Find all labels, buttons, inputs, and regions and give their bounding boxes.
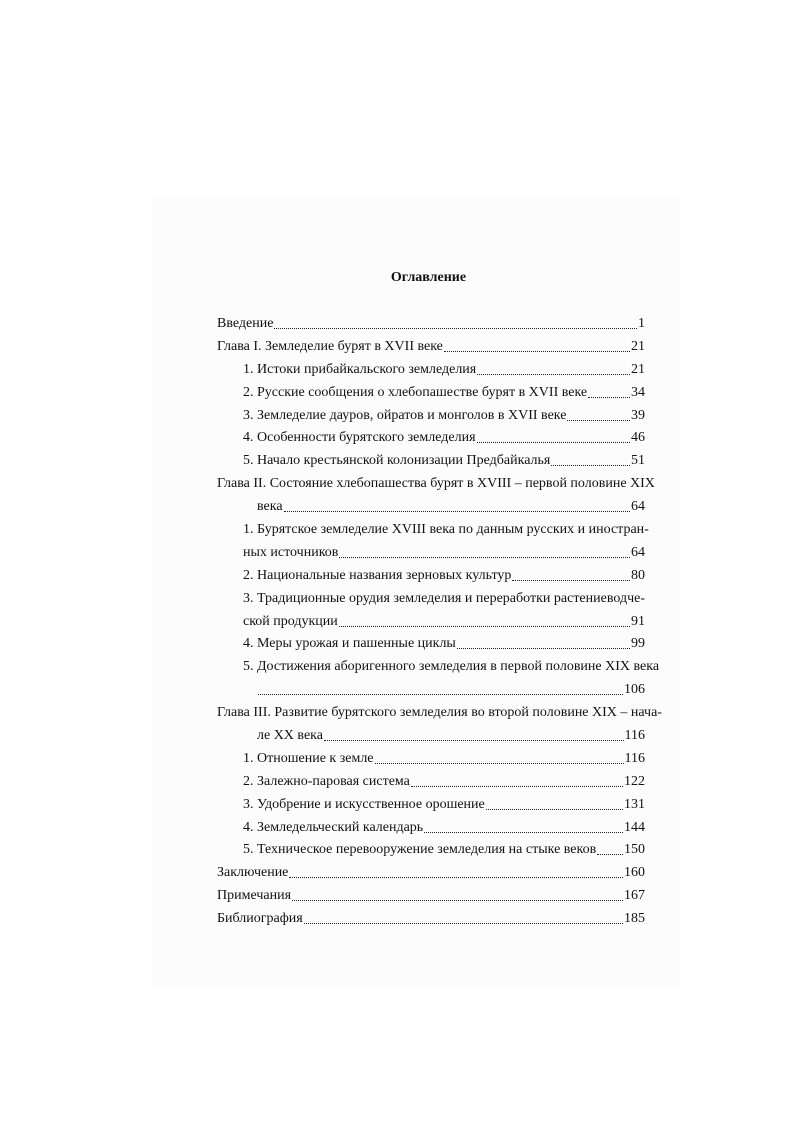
toc-entry: [217, 588, 645, 611]
toc-page-number: 64: [631, 499, 645, 515]
toc-entry-text: 4. Особенности бурятского земледелия: [243, 430, 476, 446]
toc-leader-dots: [375, 763, 624, 764]
page-title: Оглавление: [390, 270, 467, 285]
toc-entry: [217, 405, 645, 428]
toc-entry-text: 1. Отношение к земле: [243, 750, 374, 766]
toc-entry: [217, 885, 645, 908]
toc-leader-dots: [339, 626, 630, 627]
toc-page-number: 34: [631, 384, 645, 400]
toc-entry: [217, 656, 660, 679]
toc-entry-text: 3. Удобрение и искусственное орошение: [243, 796, 485, 812]
toc-leader-dots: [597, 854, 623, 855]
toc-entry: [217, 908, 645, 931]
toc-entry: [217, 336, 645, 359]
toc-entry-text: 4. Меры урожая и пашенные циклы: [243, 636, 456, 652]
toc-page-number: 131: [624, 796, 645, 812]
toc-entry-text: 5. Достижения аборигенного земледелия в первой половине XIX века: [243, 659, 660, 675]
toc-page-number: 51: [631, 453, 645, 469]
toc-leader-dots: [339, 557, 630, 558]
toc-entry-text: 2. Залежно-паровая система: [243, 773, 410, 789]
toc-page-number: 150: [624, 842, 645, 858]
toc-entry: [217, 633, 645, 656]
toc-entry: [217, 862, 645, 885]
toc-page-number: 1: [638, 316, 645, 331]
toc-page-number: 91: [631, 613, 645, 629]
toc-entry: [217, 839, 645, 862]
toc-entry-text: Глава I. Земледелие бурят в XVII веке: [217, 338, 443, 354]
toc-entry: [217, 496, 645, 519]
toc-entry: [217, 679, 645, 702]
toc-page-number: 39: [631, 407, 645, 423]
toc-leader-dots: [567, 420, 630, 421]
toc-entry-text: Глава III. Развитие бурятского земледелия во второй половине XIX – нача-: [217, 705, 662, 721]
toc-entry: [217, 565, 645, 588]
toc-leader-dots: [457, 648, 630, 649]
toc-entry-text: века: [257, 499, 283, 515]
toc-entry: [217, 611, 645, 634]
toc-leader-dots: [512, 580, 630, 581]
toc-entry: [217, 748, 645, 771]
toc-entry-text: ных источников: [243, 544, 339, 560]
toc-leader-dots: [486, 809, 623, 810]
toc-page-number: 80: [631, 567, 645, 583]
toc-leader-dots: [289, 877, 623, 878]
toc-page-number: 116: [624, 750, 645, 766]
toc-entry: [217, 382, 645, 405]
toc-leader-dots: [304, 923, 623, 924]
toc-entry-text: ле XX века: [257, 728, 323, 744]
toc-entry: [217, 725, 645, 748]
toc-entry-text: 5. Техническое перевооружение земледелия на стыке веков: [243, 842, 597, 858]
toc-page-number: 122: [624, 773, 645, 789]
toc-entry-text: Заключение: [217, 865, 289, 881]
toc-leader-dots: [424, 832, 623, 833]
toc-page-number: 64: [631, 544, 645, 560]
toc-entry-text: 4. Земледельческий календарь: [243, 819, 424, 835]
toc-entry: [217, 473, 655, 496]
toc-entry: [217, 450, 645, 473]
toc-entry: [217, 427, 645, 450]
toc-entry-text: Глава II. Состояние хлебопашества бурят в XVIII – первой половине XIX: [217, 476, 655, 492]
toc-entry: [217, 771, 645, 794]
toc-leader-dots: [324, 740, 624, 741]
toc-page-number: 167: [624, 888, 645, 904]
toc-leader-dots: [477, 374, 630, 375]
toc-leader-dots: [284, 511, 630, 512]
toc-entry: [217, 519, 649, 542]
toc-leader-dots: [551, 465, 630, 466]
toc-entry-text: 3. Земледелие дауров, ойратов и монголов в XVII веке: [243, 407, 567, 423]
toc-entry-text: Примечания: [217, 888, 292, 904]
toc-page-number: 160: [624, 865, 645, 881]
toc-entry: [217, 542, 645, 565]
toc-entry: [217, 702, 662, 725]
toc-entry: [217, 313, 645, 336]
toc-entry-text: Введение: [217, 316, 274, 331]
toc-page-number: 21: [631, 361, 645, 377]
toc-entry-text: 3. Традиционные орудия земледелия и переработки растениеводче-: [243, 590, 645, 606]
toc-entry-text: ской продукции: [243, 613, 338, 629]
toc-entry-text: 2. Национальные названия зерновых культур: [243, 567, 512, 583]
toc-entry-text: 1. Истоки прибайкальского земледелия: [243, 361, 477, 377]
toc-page-number: 46: [631, 430, 645, 446]
toc-entry-text: 2. Русские сообщения о хлебопашестве бурят в XVII веке: [243, 384, 588, 400]
toc-page-number: 144: [624, 819, 645, 835]
toc-leader-dots: [477, 442, 630, 443]
toc-entry-text: 5. Начало крестьянской колонизации Предбайкалья: [243, 453, 551, 469]
toc-page-number: 21: [631, 338, 645, 354]
toc-leader-dots: [292, 900, 623, 901]
toc-leader-dots: [274, 328, 637, 329]
toc-entry: [217, 359, 645, 382]
toc-entry: [217, 817, 645, 840]
toc-leader-dots: [588, 397, 630, 398]
toc-leader-dots: [258, 694, 623, 695]
toc-page-number: 99: [631, 636, 645, 652]
toc-entry-text: 1. Бурятское земледелие XVIII века по данным русских и иностран-: [243, 522, 649, 538]
toc-page-number: 185: [624, 911, 645, 927]
toc-entry-text: Библиография: [217, 911, 303, 927]
toc-entry: [217, 794, 645, 817]
table-of-contents: [217, 313, 662, 931]
toc-leader-dots: [411, 786, 623, 787]
toc-page-number: 106: [624, 682, 645, 698]
toc-leader-dots: [444, 351, 630, 352]
toc-page-number: 116: [624, 728, 645, 744]
